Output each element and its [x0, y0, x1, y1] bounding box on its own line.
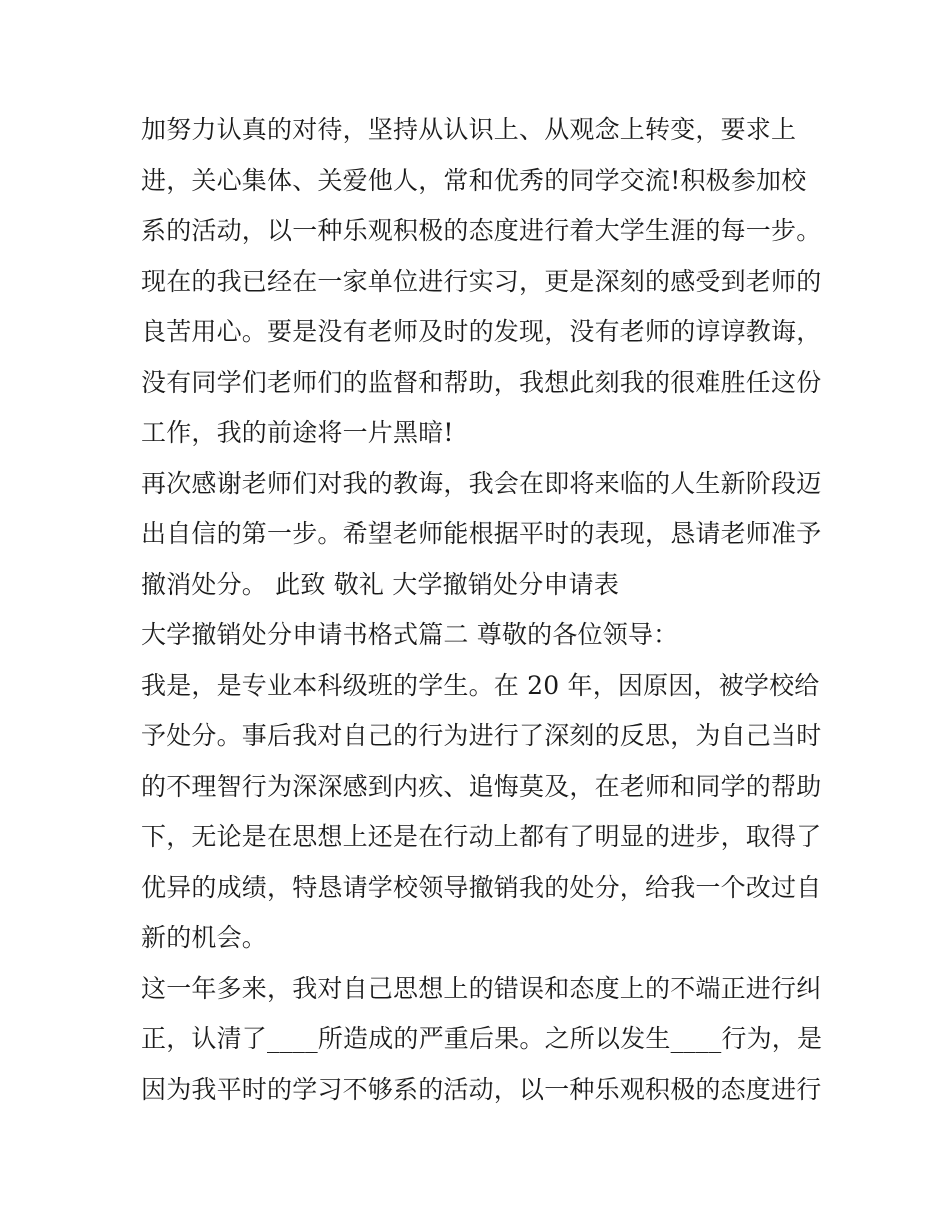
- text-line: 优异的成绩，特恳请学校领导撤销我的处分，给我一个改过自: [141, 872, 822, 902]
- text-line: 予处分。事后我对自己的行为进行了深刻的反思，为自己当时: [141, 721, 822, 750]
- text-line: 工作，我的前途将一片黑暗!: [141, 418, 454, 447]
- text-line: 出自信的第一步。希望老师能根据平时的表现，恳请老师准予: [141, 519, 822, 548]
- text-line: 我是，是专业本科级班的学生。在 20 年，因原因，被学校给: [141, 670, 820, 700]
- text-line: 这一年多来，我对自己思想上的错误和态度上的不端正进行纠: [141, 973, 822, 1003]
- text-line: 正，认清了____所造成的严重后果。之所以发生____行为，是: [141, 1024, 823, 1053]
- text-line: 撤消处分。 此致 敬礼 大学撤销处分申请表: [141, 569, 620, 599]
- document-body: [141, 105, 821, 1115]
- text-line: 加努力认真的对待，坚持从认识上、从观念上转变，要求上: [141, 115, 797, 144]
- text-line: 系的活动，以一种乐观积极的态度进行着大学生涯的每一步。: [141, 216, 822, 245]
- text-line: 再次感谢老师们对我的教诲，我会在即将来临的人生新阶段迈: [141, 468, 822, 498]
- text-line: 良苦用心。要是没有老师及时的发现，没有老师的谆谆教诲，: [141, 317, 822, 346]
- text-line: 进，关心集体、关爱他人，常和优秀的同学交流!积极参加校: [141, 165, 807, 195]
- section-heading-line: 大学撤销处分申请书格式篇二 尊敬的各位领导：: [141, 620, 679, 649]
- text-line: 的不理智行为深深感到内疚、追悔莫及，在老师和同学的帮助: [141, 771, 822, 801]
- text-line: 现在的我已经在一家单位进行实习，更是深刻的感受到老师的: [141, 266, 822, 296]
- text-line: 没有同学们老师们的监督和帮助，我想此刻我的很难胜任这份: [141, 367, 822, 397]
- text-line: 下，无论是在思想上还是在行动上都有了明显的进步，取得了: [141, 822, 822, 851]
- text-line: 因为我平时的学习不够系的活动，以一种乐观积极的态度进行: [141, 1074, 822, 1104]
- text-line: 新的机会。: [141, 923, 268, 952]
